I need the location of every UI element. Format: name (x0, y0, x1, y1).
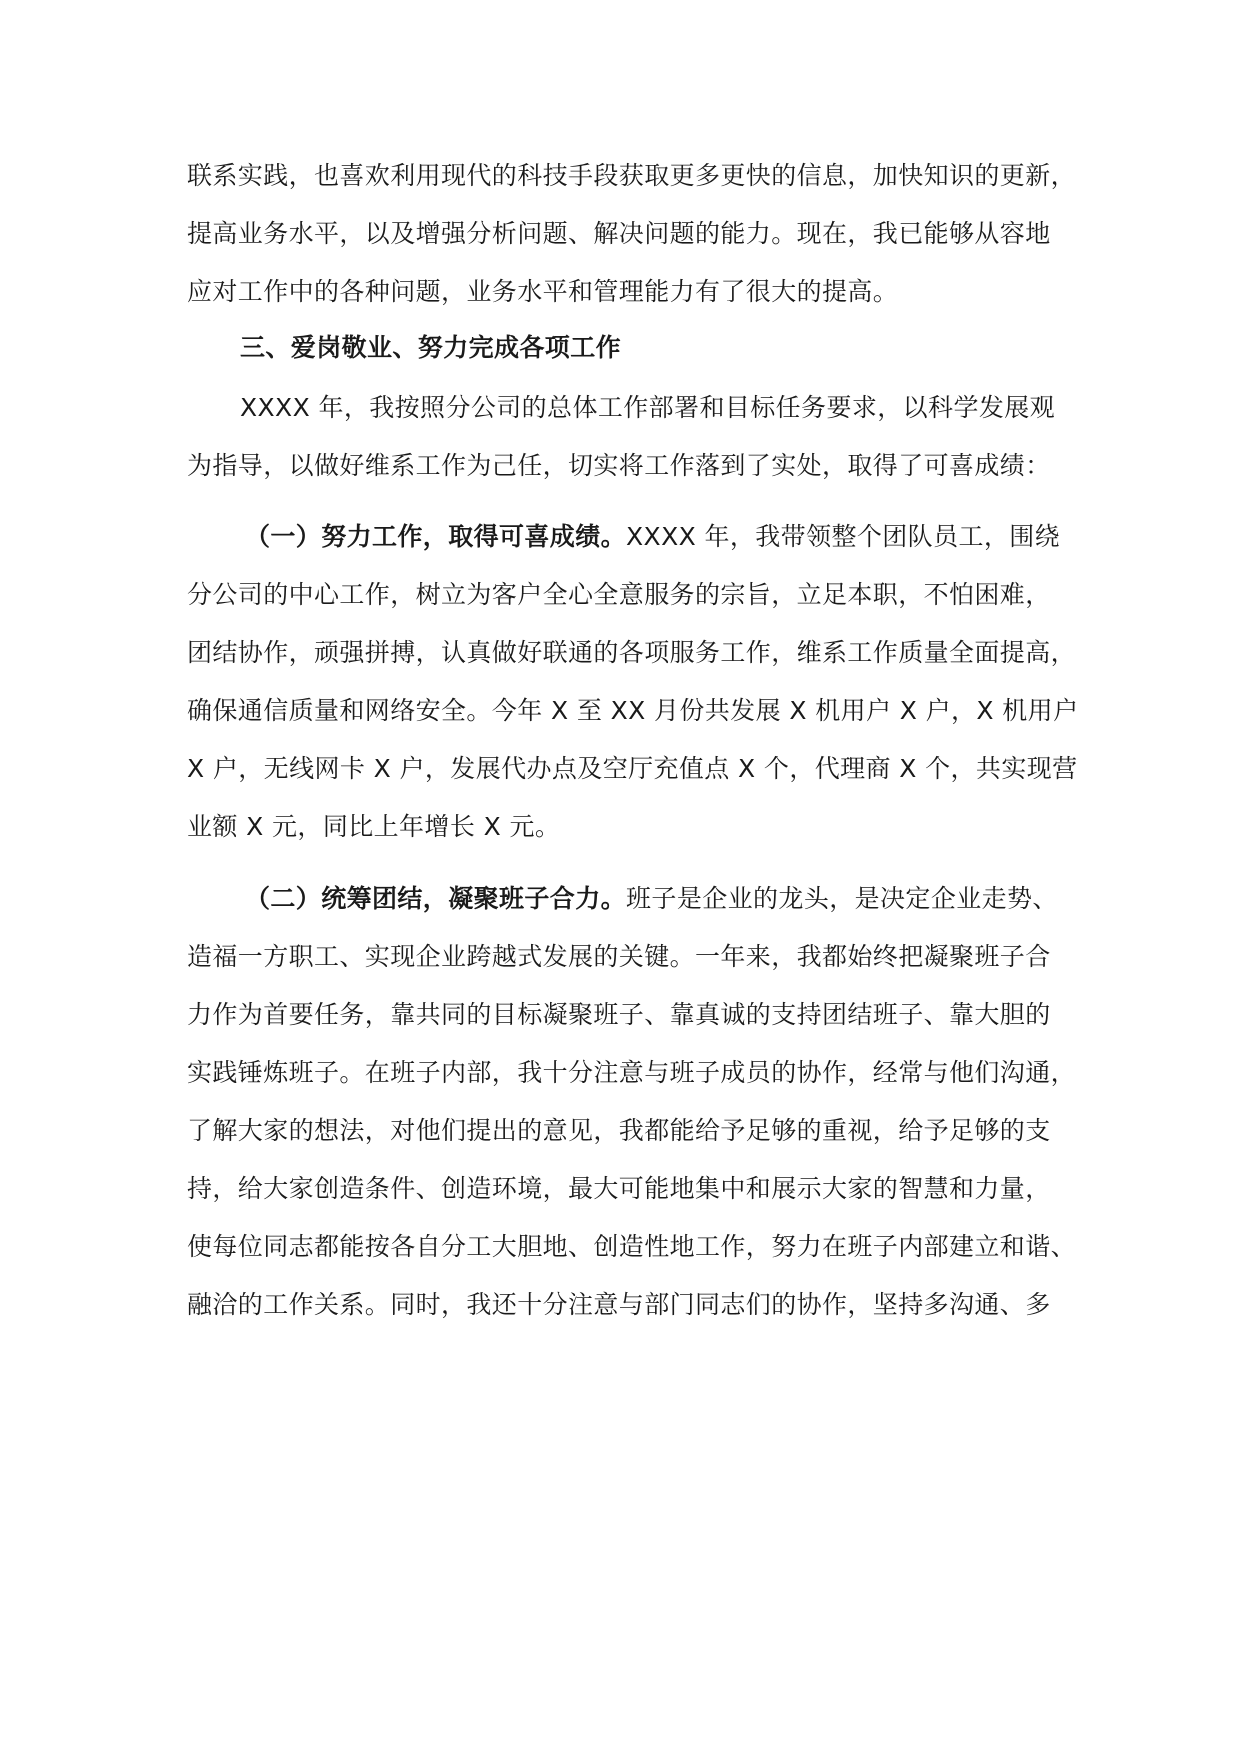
text-line-9 (187, 633, 1087, 673)
text-segment: 提高业务水平，以及增强分析问题、解决问题的能力。现在，我已能够从容地 (187, 219, 1051, 248)
text-segment: 实践锤炼班子。在班子内部，我十分注意与班子成员的协作，经常与他们沟通， (187, 1058, 1077, 1087)
text-line-10 (187, 691, 1087, 731)
text-line-15 (187, 995, 1087, 1035)
text-segment: XXXX 年，我带领整个团队员工，围绕 (626, 522, 1061, 551)
text-segment: 为指导，以做好维系工作为己任，切实将工作落到了实处，取得了可喜成绩： (187, 451, 1051, 480)
text-line-17 (187, 1111, 1087, 1151)
text-line-14 (187, 937, 1087, 977)
text-segment: XXXX 年，我按照分公司的总体工作部署和目标任务要求，以科学发展观 (240, 393, 1056, 422)
text-line-8 (187, 575, 1087, 615)
text-segment: 使每位同志都能按各自分工大胆地、创造性地工作，努力在班子内部建立和谐、 (187, 1232, 1077, 1261)
subsection-2-heading: （二）统筹团结，凝聚班子合力。 (245, 884, 627, 913)
text-line-6 (187, 446, 1087, 486)
text-line-3 (187, 272, 1087, 312)
text-segment: 联系实践，也喜欢利用现代的科技手段获取更多更快的信息，加快知识的更新， (187, 161, 1077, 190)
text-segment: 应对工作中的各种问题，业务水平和管理能力有了很大的提高。 (187, 277, 899, 306)
text-line-18 (187, 1169, 1087, 1209)
text-segment: 力作为首要任务，靠共同的目标凝聚班子、靠真诚的支持团结班子、靠大胆的 (187, 1000, 1051, 1029)
text-line-20 (187, 1285, 1087, 1325)
text-segment: 造福一方职工、实现企业跨越式发展的关键。一年来，我都始终把凝聚班子合 (187, 942, 1051, 971)
text-segment: 业额 X 元，同比上年增长 X 元。 (187, 812, 561, 841)
text-line-5 (240, 388, 1100, 428)
text-line-1 (187, 156, 1087, 196)
text-line-16 (187, 1053, 1087, 1093)
text-segment: 分公司的中心工作，树立为客户全心全意服务的宗旨，立足本职，不怕困难， (187, 580, 1051, 609)
text-line-11 (187, 749, 1087, 789)
subsection-1-heading: （一）努力工作，取得可喜成绩。 (245, 522, 627, 551)
section-heading (240, 328, 1100, 368)
subsection-2-line (245, 879, 1100, 919)
text-line-2 (187, 214, 1087, 254)
text-segment: X 户，无线网卡 X 户，发展代办点及空厅充值点 X 个，代理商 X 个，共实现营 (187, 754, 1078, 783)
heading-text: 三、爱岗敬业、努力完成各项工作 (240, 333, 622, 362)
subsection-1-line (245, 517, 1100, 557)
text-segment: 团结协作，顽强拼搏，认真做好联通的各项服务工作，维系工作质量全面提高， (187, 638, 1077, 667)
text-segment: 确保通信质量和网络安全。今年 X 至 XX 月份共发展 X 机用户 X 户，X 机用户 (187, 696, 1079, 725)
text-segment: 班子是企业的龙头，是决定企业走势、 (626, 884, 1058, 913)
text-segment: 持，给大家创造条件、创造环境，最大可能地集中和展示大家的智慧和力量， (187, 1174, 1051, 1203)
text-line-19 (187, 1227, 1087, 1267)
text-segment: 了解大家的想法，对他们提出的意见，我都能给予足够的重视，给予足够的支 (187, 1116, 1051, 1145)
text-line-12 (187, 807, 1087, 847)
text-segment: 融洽的工作关系。同时，我还十分注意与部门同志们的协作，坚持多沟通、多 (187, 1290, 1051, 1319)
